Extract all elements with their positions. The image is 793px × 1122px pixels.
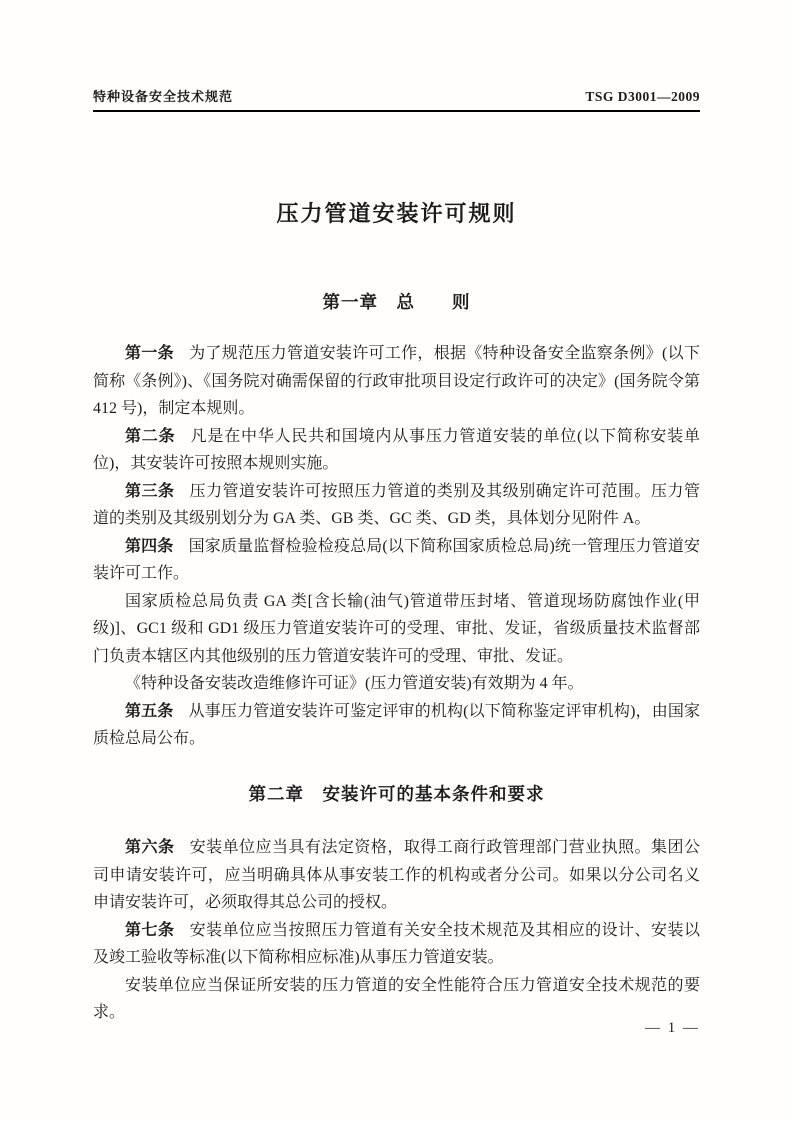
header-rule: [93, 110, 700, 112]
body-paragraph: [93, 588, 700, 671]
article-paragraph: [93, 423, 700, 478]
article-number-label: 第七条: [125, 921, 175, 939]
paragraph-text: 从事压力管道安装许可鉴定评审的机构(以下简称鉴定评审机构)，由国家质检总局公布。: [93, 702, 700, 748]
article-number-label: 第六条: [125, 839, 175, 857]
article-paragraph: [93, 698, 700, 753]
header-spec-title: 特种设备安全技术规范: [93, 89, 234, 104]
article-paragraph: [93, 478, 700, 533]
article-paragraph: [93, 917, 700, 972]
article-number-label: 第四条: [125, 537, 174, 555]
article-number-label: 第五条: [125, 702, 174, 720]
paragraph-text: 《特种设备安装改造维修许可证》(压力管道安装)有效期为 4 年。: [125, 675, 584, 693]
article-paragraph: [93, 834, 700, 917]
body-paragraph: [93, 972, 700, 1027]
page-number: — 1 —: [645, 1020, 700, 1036]
page-header: [93, 86, 700, 105]
paragraph-text: 为了规范压力管道安装许可工作，根据《特种设备安全监察条例》(以下简称《条例》)、《国务院对确需保留的行政审批项目设定行政许可的决定》(国务院令第 412 号)，制定本规则。: [93, 345, 700, 418]
paragraph-text: 国家质量监督检验检疫总局(以下简称国家质检总局)统一管理压力管道安装许可工作。: [93, 537, 700, 583]
paragraph-text: 安装单位应当保证所安装的压力管道的安全性能符合压力管道安全技术规范的要求。: [93, 976, 700, 1022]
paragraph-text: 安装单位应当具有法定资格，取得工商行政管理部门营业执照。集团公司申请安装许可，应当明确具体从事安装工作的机构或者分公司。如果以分公司名义申请安装许可，必须取得其总公司的授权。: [93, 839, 700, 912]
paragraph-text: 凡是在中华人民共和国境内从事压力管道安装的单位(以下简称安装单位)，其安装许可按照本规则实施。: [93, 427, 700, 473]
chapter-1-heading: 第一章 总 则: [322, 291, 471, 312]
header-doc-number: TSG D3001—2009: [585, 89, 700, 104]
paragraph-text: 国家质检总局负责 GA 类[含长输(油气)管道带压封堵、管道现场防腐蚀作业(甲级)]、GC1 级和 GD1 级压力管道安装许可的受理、审批、发证，省级质量技术监督部门负责本辖区内其他级别的压力管道安装许可的受理、审批、发证。: [93, 592, 700, 665]
document-title: 压力管道安装许可规则: [276, 201, 517, 226]
paragraph-text: 安装单位应当按照压力管道有关安全技术规范及其相应的设计、安装以及竣工验收等标准(以下简称相应标准)从事压力管道安装。: [93, 921, 700, 967]
article-paragraph: [93, 340, 700, 423]
article-number-label: 第一条: [125, 345, 174, 363]
article-paragraph: [93, 533, 700, 588]
article-number-label: 第二条: [125, 427, 176, 445]
chapter-2-heading: 第二章 安装许可的基本条件和要求: [248, 783, 545, 804]
paragraph-text: 压力管道安装许可按照压力管道的类别及其级别确定许可范围。压力管道的类别及其级别划分为 GA 类、GB 类、GC 类、GD 类，具体划分见附件 A。: [93, 482, 700, 528]
body-paragraph: [93, 670, 700, 698]
article-number-label: 第三条: [125, 482, 175, 500]
